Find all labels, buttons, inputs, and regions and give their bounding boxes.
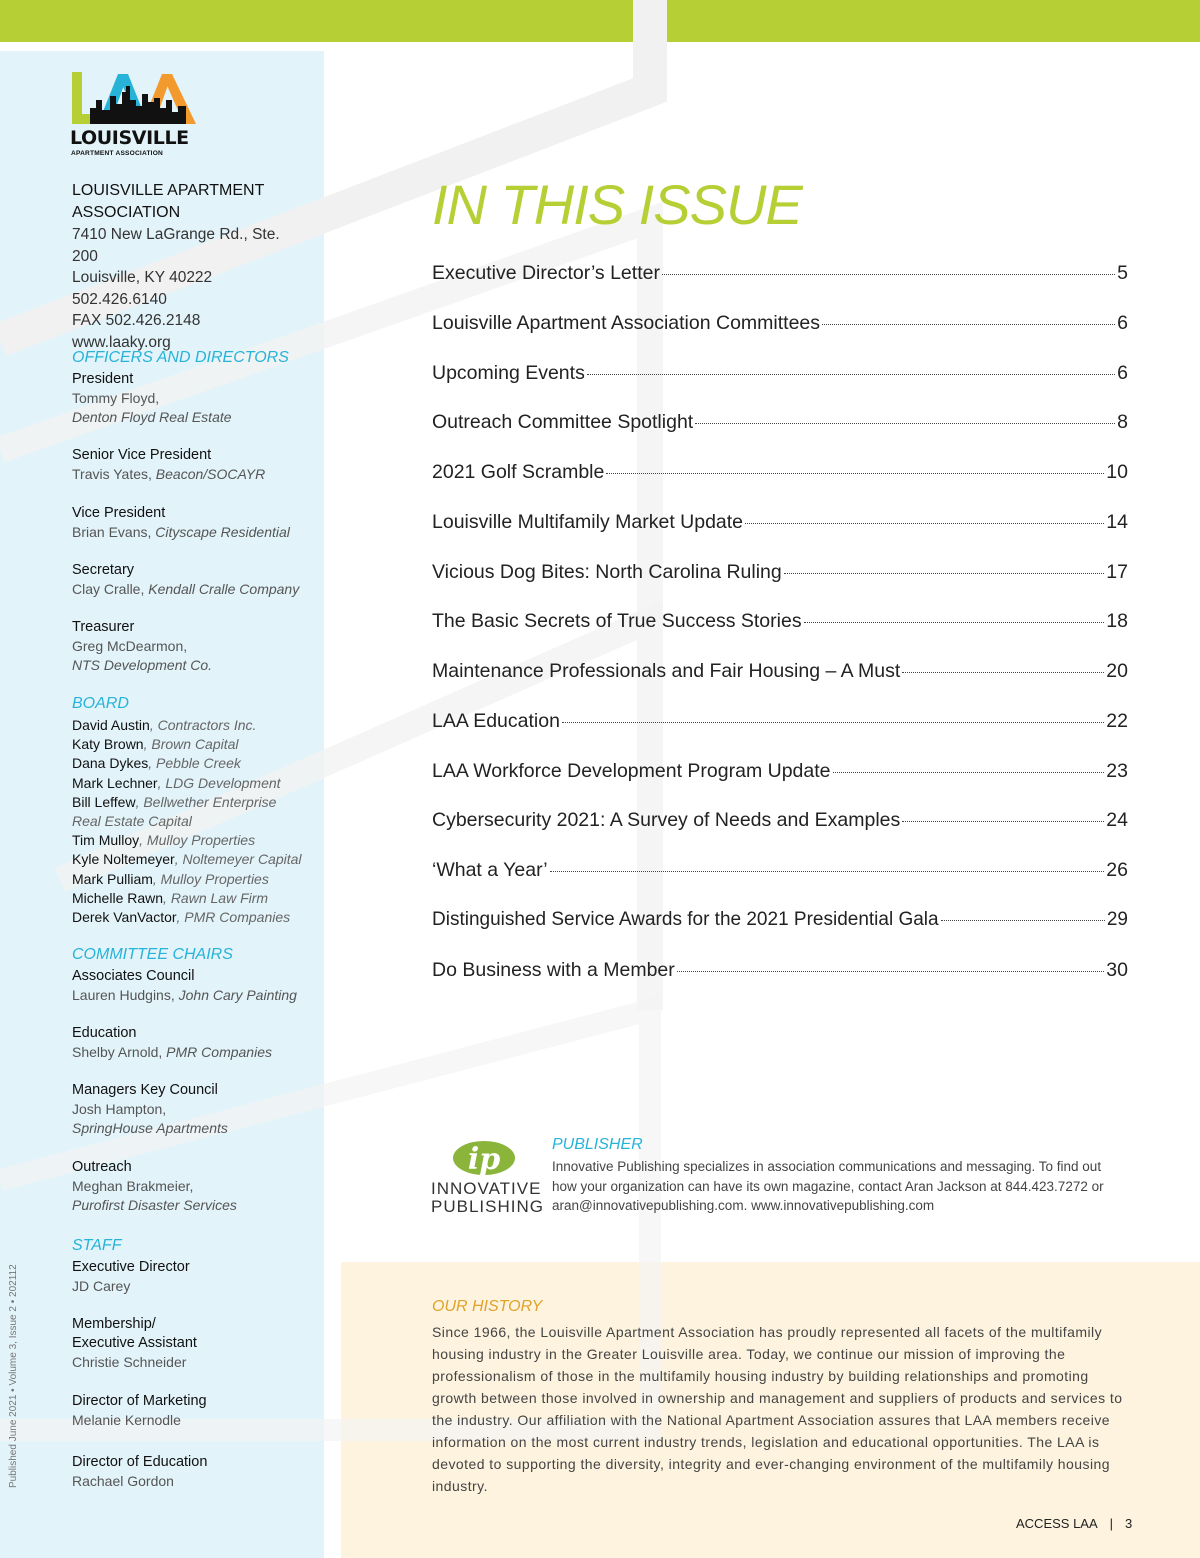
officer-name: Clay Cralle,: [72, 581, 149, 597]
officer-name: Greg McDearmon,: [72, 638, 188, 654]
laa-logo-mark: [70, 70, 202, 128]
committee-chair-name: Lauren Hudgins,: [72, 987, 179, 1003]
board-list: [72, 716, 322, 927]
toc-item[interactable]: Louisville Multifamily Market Update 14: [432, 511, 1128, 533]
officer-entry: [72, 446, 322, 484]
toc-item[interactable]: Executive Director’s Letter 5: [432, 262, 1128, 284]
toc-item[interactable]: Outreach Committee Spotlight 8: [432, 411, 1128, 433]
publisher-logo-letters: ip: [467, 1142, 501, 1177]
staff-entry: [72, 1315, 322, 1372]
committee-chair-name: Meghan Brakmeier,: [72, 1178, 194, 1194]
toc-item[interactable]: Do Business with a Member 30: [432, 959, 1128, 981]
org-fax: FAX 502.426.2148: [72, 312, 201, 329]
officer-role: Secretary: [72, 562, 135, 578]
staff-heading: STAFF: [72, 1237, 122, 1254]
board-member: Kyle Noltemeyer, Noltemeyer Capital: [72, 851, 302, 868]
history-heading: OUR HISTORY: [432, 1298, 543, 1315]
officer-role: Vice President: [72, 505, 166, 521]
officer-role: President: [72, 371, 134, 387]
committee-role: Education: [72, 1025, 137, 1041]
toc-item[interactable]: Upcoming Events 6: [432, 362, 1128, 384]
staff-entry: [72, 1258, 322, 1296]
staff-name: Christie Schneider: [72, 1354, 187, 1370]
org-contact: [72, 180, 302, 353]
logo-title: LOUISVILLE: [70, 127, 189, 149]
board-member: Katy Brown, Brown Capital: [72, 736, 239, 753]
staff-role-continued: Executive Assistant: [72, 1335, 197, 1351]
footer-label: ACCESS LAA: [1016, 1516, 1098, 1531]
publication-info: Published June 2021 • Volume 3, Issue 2 • 202112: [8, 1264, 19, 1488]
toc-item[interactable]: Maintenance Professionals and Fair Housing – A Must 20: [432, 660, 1128, 682]
committee-role: Associates Council: [72, 968, 195, 984]
board-member-continued: Real Estate Capital: [72, 813, 192, 830]
staff-entry: [72, 1453, 322, 1491]
committee-chair-name: Shelby Arnold,: [72, 1044, 167, 1060]
org-website: www.laaky.org: [72, 333, 171, 351]
toc-item[interactable]: LAA Workforce Development Program Update 23: [432, 760, 1128, 782]
page-footer: [1016, 1516, 1132, 1531]
laa-logo: [70, 70, 202, 162]
board-heading: BOARD: [72, 695, 129, 712]
toc-item[interactable]: The Basic Secrets of True Success Stories 18: [432, 610, 1128, 632]
org-address: 7410 New LaGrange Rd., Ste. 200: [72, 226, 280, 265]
board-member: Michelle Rawn, Rawn Law Firm: [72, 889, 269, 906]
officer-company: Beacon/SOCAYR: [155, 466, 266, 482]
officer-entry: [72, 504, 322, 542]
history-text: Since 1966, the Louisville Apartment Association has proudly represented all facets of the multifamily housing industry in the Greater Louisville area. Today, we continue our mission of improving the professionalism of those in the multifamily housing industry by building relationships and promoting growth between those involved in ownership and management and suppliers of products and services to the industry. Our affiliation with the National Apartment Association assures that LAA members receive information on the most current industry trends, legislation and educational opportunities. The LAA is devoted to supporting the diversity, integrity and ever-changing environment of the multifamily housing industry.: [432, 1324, 1123, 1494]
staff-role: Membership/: [72, 1316, 156, 1332]
board-member: Mark Pulliam, Mulloy Properties: [72, 870, 269, 887]
officers-heading: OFFICERS AND DIRECTORS: [72, 349, 289, 366]
page-number: 3: [1125, 1516, 1133, 1531]
staff-name: JD Carey: [72, 1278, 131, 1294]
org-phone: 502.426.6140: [72, 290, 167, 308]
footer-separator: |: [1109, 1516, 1114, 1531]
toc-item[interactable]: Cybersecurity 2021: A Survey of Needs and Examples 24: [432, 809, 1128, 831]
committees-heading: COMMITTEE CHAIRS: [72, 946, 233, 963]
committee-role: Outreach: [72, 1159, 132, 1175]
toc-item[interactable]: Vicious Dog Bites: North Carolina Ruling 17: [432, 561, 1128, 583]
board-member: Mark Lechner, LDG Development: [72, 774, 281, 791]
officer-name: Travis Yates,: [72, 466, 156, 482]
officer-role: Treasurer: [72, 619, 135, 635]
committee-entry: [72, 1158, 322, 1215]
officer-company: NTS Development Co.: [72, 657, 213, 673]
toc-item[interactable]: LAA Education 22: [432, 710, 1128, 732]
publisher-logo-mark: [430, 1138, 540, 1182]
officer-company: Cityscape Residential: [155, 524, 290, 540]
officer-company: Denton Floyd Real Estate: [72, 409, 232, 425]
committee-chair-company: Purofirst Disaster Services: [72, 1197, 237, 1213]
board-member: Bill Leffew, Bellwether Enterprise: [72, 793, 277, 810]
issue-title: IN THIS ISSUE: [432, 173, 802, 236]
toc-item[interactable]: 2021 Golf Scramble 10: [432, 461, 1128, 483]
staff-role: Director of Education: [72, 1454, 208, 1470]
committee-entry: [72, 1024, 322, 1062]
org-city: Louisville, KY 40222: [72, 269, 213, 286]
officer-name: Brian Evans,: [72, 524, 156, 540]
officer-company: Kendall Cralle Company: [148, 581, 300, 597]
top-accent-bar: [0, 0, 1200, 42]
officer-entry: [72, 618, 322, 675]
board-member: Tim Mulloy, Mulloy Properties: [72, 832, 256, 849]
toc-item[interactable]: Distinguished Service Awards for the 2021 Presidential Gala 29: [432, 909, 1128, 930]
committee-entry: [72, 967, 322, 1005]
board-member: Dana Dykes, Pebble Creek: [72, 755, 241, 772]
toc-item[interactable]: Louisville Apartment Association Committees 6: [432, 312, 1128, 334]
staff-entry: [72, 1392, 322, 1430]
committee-chair-company: PMR Companies: [166, 1044, 272, 1060]
committee-entry: [72, 1081, 322, 1138]
logo-subtitle: APARTMENT ASSOCIATION: [71, 150, 163, 157]
committee-chair-company: John Cary Painting: [178, 987, 297, 1003]
committee-chair-company: SpringHouse Apartments: [72, 1120, 228, 1136]
committee-role: Managers Key Council: [72, 1082, 218, 1098]
board-member: Derek VanVactor, PMR Companies: [72, 909, 291, 926]
staff-role: Executive Director: [72, 1259, 190, 1275]
staff-role: Director of Marketing: [72, 1393, 207, 1409]
staff-name: Melanie Kernodle: [72, 1412, 181, 1428]
publisher-text: Innovative Publishing specializes in association communications and messaging. To find out how your organization can have its own magazine, contact Aran Jackson at 844.423.7272 or aran@innovativepublishing.com. www.innovativepublishing.com: [552, 1159, 1104, 1213]
officer-name: Tommy Floyd,: [72, 390, 160, 406]
committee-chair-name: Josh Hampton,: [72, 1101, 167, 1117]
board-member: David Austin, Contractors Inc.: [72, 717, 257, 733]
publisher-heading: PUBLISHER: [552, 1136, 643, 1153]
officer-role: Senior Vice President: [72, 447, 212, 463]
toc-item[interactable]: ‘What a Year’ 26: [432, 859, 1128, 881]
staff-name: Rachael Gordon: [72, 1473, 174, 1489]
officer-entry: [72, 370, 322, 427]
org-name: LOUISVILLE APARTMENT ASSOCIATION: [72, 182, 265, 221]
publisher-logo-text: INNOVATIVE PUBLISHING: [431, 1179, 544, 1216]
officer-entry: [72, 561, 322, 599]
